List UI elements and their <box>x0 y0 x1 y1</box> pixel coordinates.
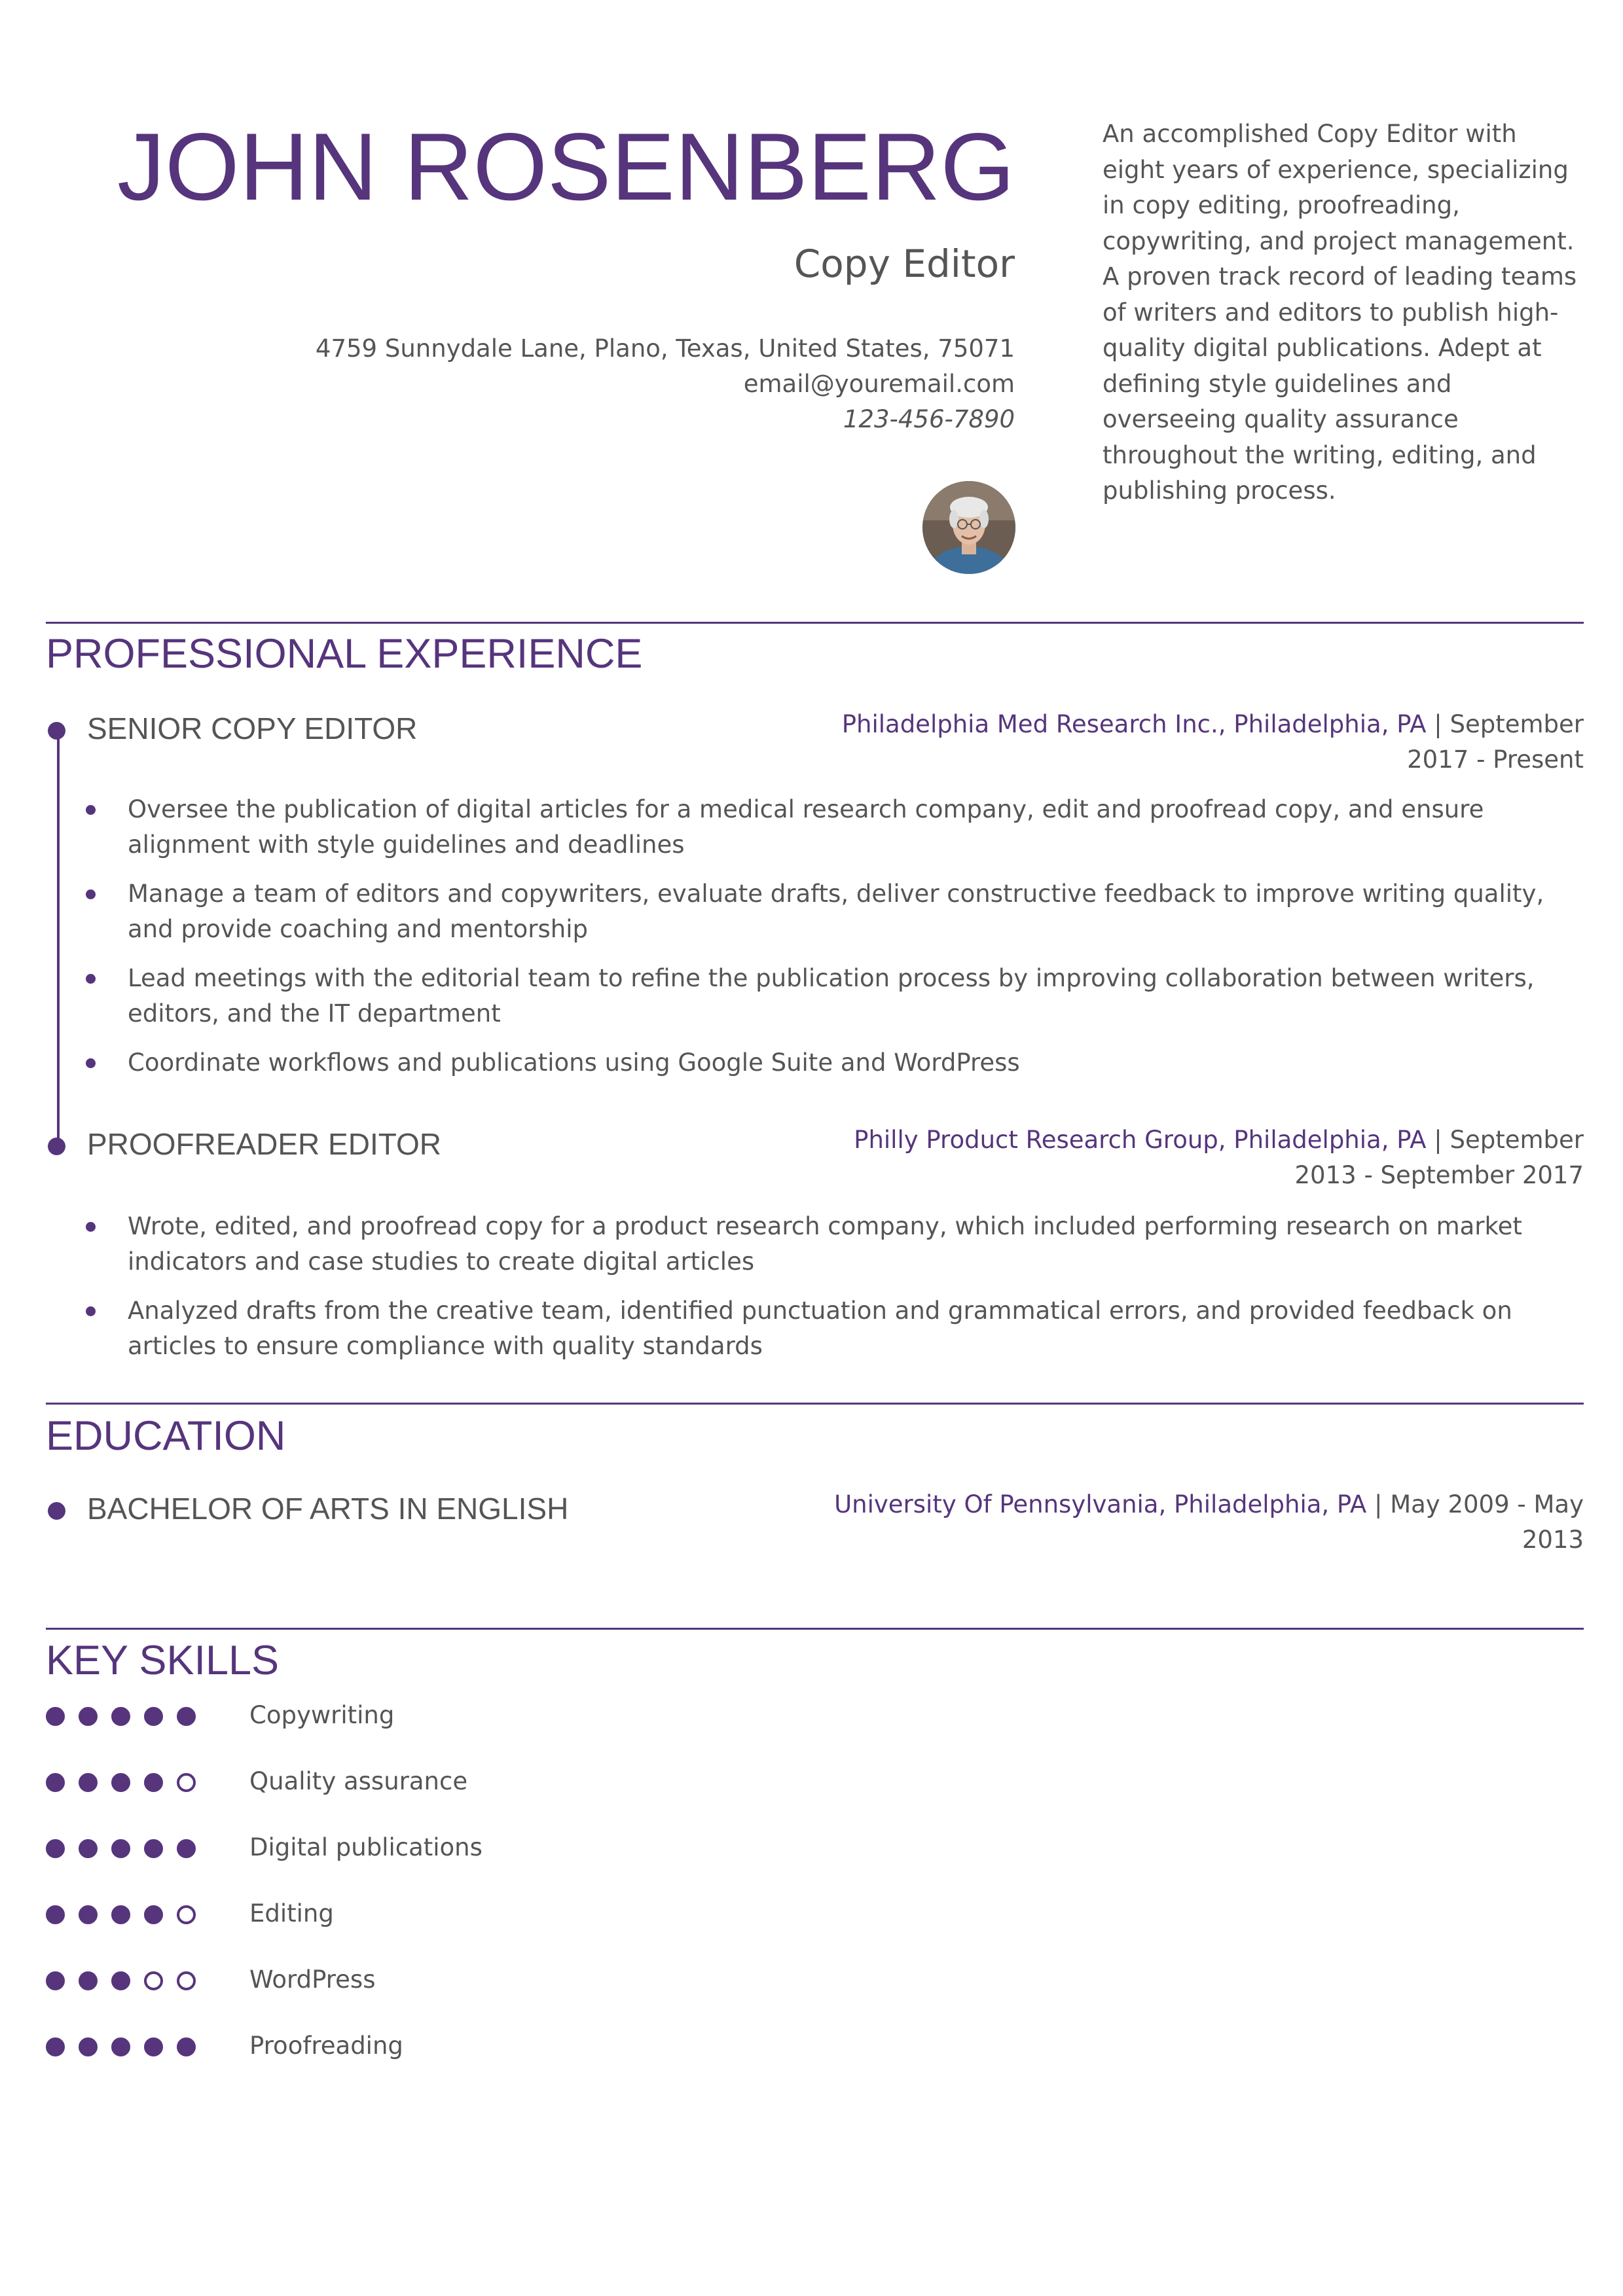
skill-row <box>46 2028 701 2094</box>
resume-header <box>46 111 1015 437</box>
professional-summary: An accomplished Copy Editor with eight years of experience, specializing in copy editing, proofreading, copywriting, and project management. A proven track record of leading teams of writers and editors to publish high-quality digital publications. Adept at defining style guidelines and overseeing quality assurance throughout the writing, editing, and publishing process. <box>1103 120 1577 505</box>
bullet-text: Coordinate workflows and publications using Google Suite and WordPress <box>128 1049 1020 1077</box>
portrait-image <box>922 481 1015 574</box>
rating-dot-filled-icon <box>79 2037 98 2056</box>
avatar <box>922 481 1015 574</box>
meta-separator: | <box>1426 1126 1450 1154</box>
address: 4759 Sunnydale Lane, Plano, Texas, United States, 75071 <box>315 334 1015 363</box>
candidate-name: JOHN ROSENBERG <box>117 113 1015 220</box>
skill-rating <box>46 1707 210 1726</box>
skill-rating <box>46 1905 210 1924</box>
skill-row <box>46 1896 701 1962</box>
skill-name: Editing <box>249 1899 334 1928</box>
job-title: SENIOR COPY EDITOR <box>87 711 418 745</box>
rating-dot-filled-icon <box>46 1773 65 1792</box>
contact-info <box>46 331 1015 437</box>
bullet-icon <box>86 974 96 984</box>
section-divider <box>46 1403 1584 1405</box>
rating-dot-empty-icon <box>177 1971 196 1990</box>
skill-row <box>46 1698 701 1764</box>
skill-name: Quality assurance <box>249 1767 468 1795</box>
rating-dot-filled-icon <box>79 1773 98 1792</box>
skill-rating <box>46 1773 210 1792</box>
job-bullet-list <box>82 1209 1581 1378</box>
bullet-icon <box>86 1306 96 1316</box>
bullet-icon <box>86 1058 96 1068</box>
section-divider <box>46 622 1584 624</box>
skill-name: WordPress <box>249 1965 376 1994</box>
rating-dot-filled-icon <box>46 1971 65 1990</box>
section-title-experience: PROFESSIONAL EXPERIENCE <box>46 631 643 677</box>
bullet-text: Lead meetings with the editorial team to refine the publication process by improving collaboration between writers, editors, and the IT department <box>128 964 1535 1028</box>
rating-dot-filled-icon <box>111 1971 130 1990</box>
bullet-text: Manage a team of editors and copywriters, evaluate drafts, deliver constructive feedback to improve writing quality, and provide coaching and mentorship <box>128 880 1544 943</box>
list-item <box>82 1045 1581 1081</box>
meta-separator: | <box>1426 710 1450 738</box>
rating-dot-filled-icon <box>79 1905 98 1924</box>
rating-dot-filled-icon <box>177 1707 196 1726</box>
phone: 123-456-7890 <box>843 405 1015 433</box>
job-company: Philly Product Research Group, Philadelphia, PA <box>854 1126 1427 1154</box>
rating-dot-filled-icon <box>177 2037 196 2056</box>
bullet-icon <box>86 1222 96 1232</box>
email: email@youremail.com <box>743 370 1015 398</box>
timeline-dot <box>48 722 65 740</box>
list-item <box>82 876 1581 947</box>
skill-name: Copywriting <box>249 1701 395 1729</box>
skill-rating <box>46 1971 210 1990</box>
rating-dot-empty-icon <box>144 1971 163 1990</box>
list-item <box>82 792 1581 863</box>
rating-dot-filled-icon <box>111 1839 130 1858</box>
rating-dot-filled-icon <box>111 2037 130 2056</box>
job-company: Philadelphia Med Research Inc., Philadelphia, PA <box>841 710 1427 738</box>
skill-name: Proofreading <box>249 2032 403 2060</box>
skill-row <box>46 1830 701 1896</box>
rating-dot-filled-icon <box>79 1707 98 1726</box>
bullet-icon <box>86 805 96 815</box>
skill-name: Digital publications <box>249 1833 483 1861</box>
rating-dot-filled-icon <box>46 1905 65 1924</box>
list-item <box>82 1293 1581 1364</box>
bullet-text: Oversee the publication of digital articles for a medical research company, edit and proofread copy, and ensure alignment with style guidelines and deadlines <box>128 795 1484 859</box>
skill-rating <box>46 1839 210 1858</box>
rating-dot-filled-icon <box>144 1905 163 1924</box>
section-divider <box>46 1628 1584 1630</box>
timeline-dot <box>48 1502 65 1520</box>
bullet-text: Analyzed drafts from the creative team, identified punctuation and grammatical errors, and provided feedback on articles to ensure compliance with quality standards <box>128 1297 1512 1360</box>
education-meta <box>811 1487 1584 1558</box>
job-dates: September 2013 - September 2017 <box>1294 1126 1584 1189</box>
list-item <box>82 1209 1581 1280</box>
rating-dot-filled-icon <box>144 1773 163 1792</box>
rating-dot-filled-icon <box>46 1839 65 1858</box>
rating-dot-filled-icon <box>144 2037 163 2056</box>
education-dates: May 2009 - May 2013 <box>1390 1490 1584 1554</box>
section-title-education: EDUCATION <box>46 1413 286 1459</box>
bullet-text: Wrote, edited, and proofread copy for a product research company, which included performing research on market indicators and case studies to create digital articles <box>128 1212 1522 1276</box>
timeline-line <box>57 732 60 1147</box>
rating-dot-filled-icon <box>79 1971 98 1990</box>
job-title: PROOFREADER EDITOR <box>87 1127 441 1161</box>
rating-dot-filled-icon <box>111 1707 130 1726</box>
job-meta <box>811 707 1584 778</box>
rating-dot-filled-icon <box>111 1773 130 1792</box>
rating-dot-empty-icon <box>177 1773 196 1792</box>
rating-dot-filled-icon <box>177 1839 196 1858</box>
rating-dot-filled-icon <box>144 1707 163 1726</box>
skill-row <box>46 1764 701 1830</box>
skill-rating <box>46 2037 210 2056</box>
job-title: Copy Editor <box>793 242 1015 286</box>
rating-dot-filled-icon <box>144 1839 163 1858</box>
meta-separator: | <box>1366 1490 1391 1518</box>
rating-dot-filled-icon <box>46 2037 65 2056</box>
rating-dot-empty-icon <box>177 1905 196 1924</box>
rating-dot-filled-icon <box>46 1707 65 1726</box>
timeline-dot <box>48 1138 65 1155</box>
job-meta <box>811 1122 1584 1193</box>
school-name: University Of Pennsylvania, Philadelphia, PA <box>834 1490 1367 1518</box>
rating-dot-filled-icon <box>79 1839 98 1858</box>
job-dates: September 2017 - Present <box>1407 710 1584 774</box>
degree-title: BACHELOR OF ARTS IN ENGLISH <box>87 1492 569 1526</box>
skill-row <box>46 1962 701 2028</box>
list-item <box>82 961 1581 1031</box>
rating-dot-filled-icon <box>111 1905 130 1924</box>
section-title-skills: KEY SKILLS <box>46 1638 280 1683</box>
bullet-icon <box>86 889 96 899</box>
skills-list <box>46 1698 701 2094</box>
job-bullet-list <box>82 792 1581 1094</box>
